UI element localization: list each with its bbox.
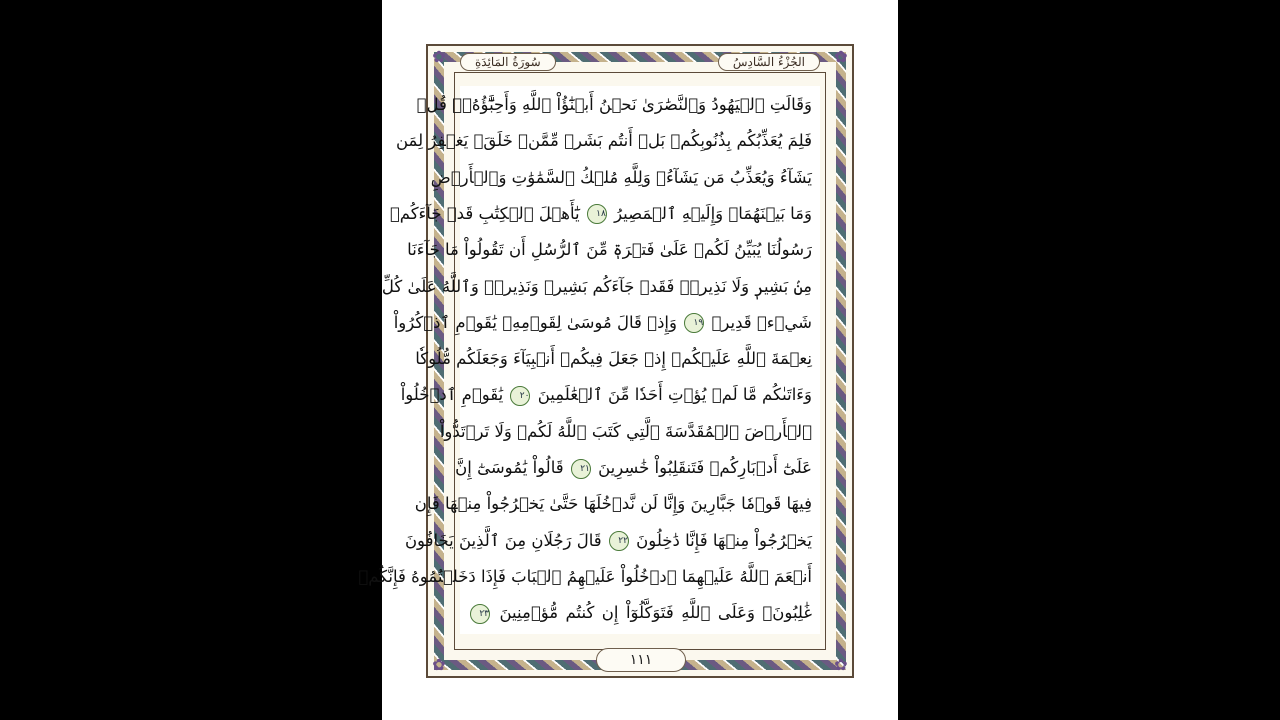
corner-ornament-icon: ✿: [834, 47, 848, 66]
text-line: [389, 197, 812, 231]
text-line: [381, 270, 812, 304]
ayah-number-marker: ٢٢: [609, 531, 629, 551]
text-line: [395, 124, 812, 158]
verse-text: ٱلۡأَرۡضَ ٱلۡمُقَدَّسَةَ ٱلَّتِي كَتَبَ ٱللَّهُ لَكُمۡ وَلَا تَرۡتَدُّواْ: [439, 421, 812, 441]
verse-text: شَيۡءٖ قَدِيرٞ: [711, 312, 812, 332]
text-line: [415, 342, 812, 376]
text-line: [455, 451, 812, 485]
page-number: ١١١: [596, 648, 686, 672]
ayah-number-marker: ١٩: [684, 313, 704, 333]
text-line: [468, 596, 812, 630]
text-line: [416, 88, 812, 122]
text-line: [393, 306, 812, 340]
verse-text: وَإِذۡ قَالَ مُوسَىٰ لِقَوۡمِهِۦ يَٰقَوۡمِ ٱذۡكُرُواْ: [393, 312, 677, 332]
ayah-number-marker: ٢٠: [510, 386, 530, 406]
text-line: [439, 415, 812, 449]
ayah-number-marker: ٢٣: [470, 604, 490, 624]
verse-text: فِيهَا قَوۡمٗا جَبَّارِينَ وَإِنَّا لَن نَّدۡخُلَهَا حَتَّىٰ يَخۡرُجُواْ مِنۡهَا فَإِن: [414, 494, 812, 514]
text-line: [358, 560, 812, 594]
verse-text: فَلِمَ يُعَذِّبُكُم بِذُنُوبِكُمۖ بَلۡ أَنتُم بَشَرٞ مِّمَّنۡ خَلَقَۚ يَغۡفِرُ لِمَن: [395, 131, 812, 151]
juz-name: الجُزْءُ السَّادِسُ: [718, 53, 820, 71]
corner-ornament-icon: ✿: [432, 47, 446, 66]
text-line: [404, 524, 812, 558]
verse-text: مِنۢ بَشِيرٖ وَلَا نَذِيرٖۖ فَقَدۡ جَآءَكُم بَشِيرٞ وَنَذِيرٞۗ وَٱللَّهُ عَلَىٰ كُلِّ: [381, 276, 812, 296]
verse-text: يَشَآءُ وَيُعَذِّبُ مَن يَشَآءُۚ وَلِلَّهِ مُلۡكُ ٱلسَّمَٰوَٰتِ وَٱلۡأَرۡضِ: [430, 167, 812, 187]
verse-text: رَسُولُنَا يُبَيِّنُ لَكُمۡ عَلَىٰ فَتۡرَةٖ مِّنَ ٱلرُّسُلِ أَن تَقُولُواْ مَا جَآءَنَا: [407, 240, 812, 260]
verse-text: يَٰٓأَهۡلَ ٱلۡكِتَٰبِ قَدۡ جَآءَكُمۡ: [389, 203, 580, 223]
verse-text: عَلَىٰٓ أَدۡبَارِكُمۡ فَتَنقَلِبُواْ خَٰسِرِينَ: [598, 458, 812, 477]
verse-text: وَمَا بَيۡنَهُمَاۖ وَإِلَيۡهِ ٱلۡمَصِيرُ: [614, 203, 812, 223]
verse-text: أَنۡعَمَ ٱللَّهُ عَلَيۡهِمَا ٱدۡخُلُواْ عَلَيۡهِمُ ٱلۡبَابَ فَإِذَا دَخَلۡتُمُوهُ فَإِنَّكُمۡ: [358, 566, 812, 586]
verse-text: قَالُواْ يَٰمُوسَىٰٓ إِنَّ: [455, 458, 564, 477]
ayah-number-marker: ١٨: [587, 204, 607, 224]
verse-text: غَٰلِبُونَۚ وَعَلَى ٱللَّهِ فَتَوَكَّلُوٓاْ إِن كُنتُم مُّؤۡمِنِينَ: [499, 603, 813, 623]
verse-text: وَءَاتَىٰكُم مَّا لَمۡ يُؤۡتِ أَحَدٗا مِّنَ ٱلۡعَٰلَمِينَ: [537, 385, 812, 405]
page-header: [460, 50, 820, 74]
surah-name: سُورَةُ المَائِدَةِ: [460, 53, 556, 71]
text-line: [400, 378, 812, 412]
text-line: [407, 233, 812, 267]
verse-text: يَٰقَوۡمِ ٱدۡخُلُواْ: [400, 385, 504, 405]
verse-text: يَخۡرُجُواْ مِنۡهَا فَإِنَّا دَٰخِلُونَ: [636, 530, 812, 550]
corner-ornament-icon: ✿: [834, 655, 848, 674]
mushaf-page: [358, 0, 898, 720]
verse-text: وَقَالَتِ ٱلۡيَهُودُ وَٱلنَّصَٰرَىٰ نَحۡنُ أَبۡنَٰٓؤُاْ ٱللَّهِ وَأَحِبَّٰٓؤُهُۥۚ قُلۡ: [416, 95, 812, 114]
verse-text: نِعۡمَةَ ٱللَّهِ عَلَيۡكُمۡ إِذۡ جَعَلَ فِيكُمۡ أَنۢبِيَآءَ وَجَعَلَكُم مُّلُوكٗا: [415, 349, 812, 369]
verse-text: قَالَ رَجُلَانِ مِنَ ٱلَّذِينَ يَخَافُونَ: [404, 530, 602, 550]
quran-text-block: [358, 86, 820, 634]
text-line: [430, 161, 812, 195]
corner-ornament-icon: ✿: [432, 655, 446, 674]
text-line: [414, 487, 812, 521]
ayah-number-marker: ٢١: [571, 459, 591, 479]
